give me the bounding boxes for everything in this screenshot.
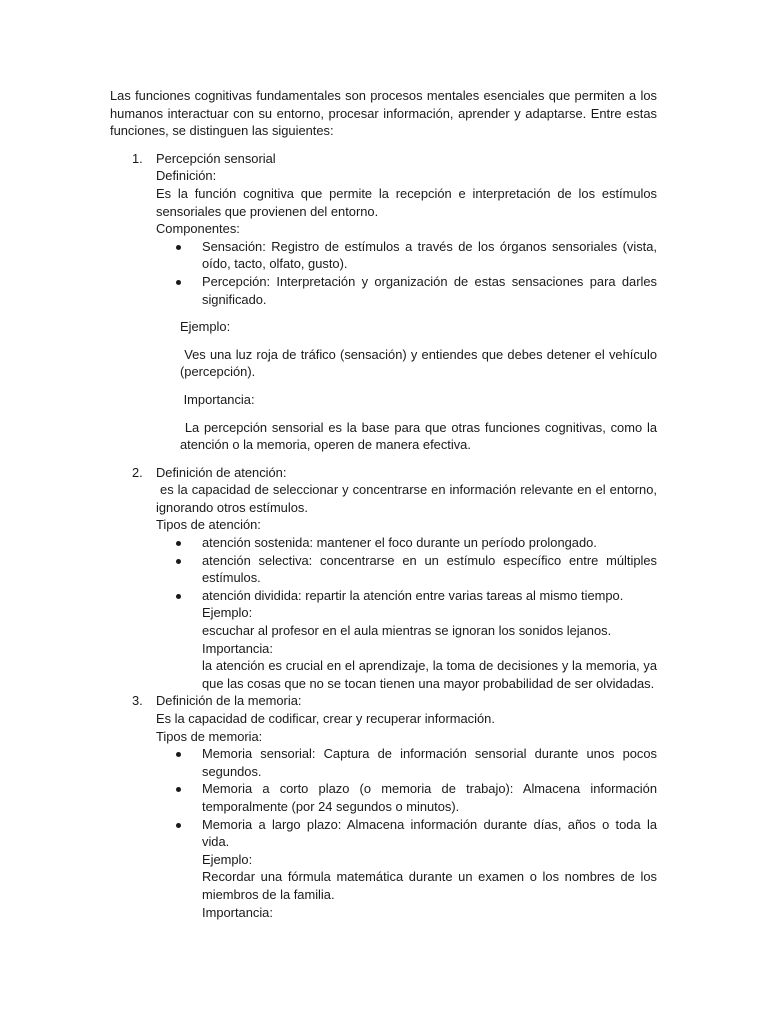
bullet-icon [176, 541, 181, 546]
bullet-icon [176, 245, 181, 250]
example-label: Ejemplo: [180, 319, 231, 335]
example-text: Recordar una fórmula matemática durante un examen o los nombres de los miembros de la familia. [202, 869, 657, 902]
importance-text: La percepción sensorial es la base para que otras funciones cognitivas, como la atención o la memoria, operen de manera efectiva. [180, 419, 661, 453]
bullet-icon [176, 594, 181, 599]
section-memoria [110, 692, 657, 921]
section-number: 1. [132, 150, 143, 166]
types-list [156, 745, 657, 921]
example-text: escuchar al profesor en el aula mientras se ignoran los sonidos lejanos. [202, 623, 612, 639]
definition-text: Es la capacidad de codificar, crear y recuperar información. [156, 711, 495, 726]
importance-label: Importancia: [202, 640, 273, 656]
bullet-icon [176, 280, 181, 285]
document-body [110, 87, 661, 921]
example-text: Ves una luz roja de tráfico (sensación) y entiendes que debes detener el vehículo (percepción). [180, 346, 661, 380]
bullet-icon [176, 823, 181, 828]
types-label: Tipos de memoria: [156, 728, 263, 744]
section-title: Definición de atención: [156, 464, 287, 480]
bullet-icon [176, 752, 181, 757]
importance-label: Importancia: [202, 904, 273, 920]
list-item: atención dividida: repartir la atención entre varias tareas al mismo tiempo. Ejemplo: escuchar al profesor en el aula mientras se ignoran los sonidos lejanos. Importancia: la atención es crucial en el aprendizaje, la toma de decisiones y la memoria, ya que las cosas que no se tocan tienen una mayor probabilidad de ser olvidadas. [156, 587, 657, 693]
list-item: Sensación: Registro de estímulos a través de los órganos sensoriales (vista, oído, tacto, olfato, gusto). [156, 238, 657, 273]
bullet-icon [176, 559, 181, 564]
example-label: Ejemplo: [202, 605, 253, 621]
intro-paragraph: Las funciones cognitivas fundamentales son procesos mentales esenciales que permiten a los humanos interactuar con su entorno, procesar información, aprender y adaptarse. Entre estas funciones, se distinguen las siguientes: [110, 88, 657, 139]
section-percepcion [110, 150, 661, 454]
types-list [156, 534, 657, 692]
types-label: Tipos de atención: [156, 517, 261, 533]
importance-text: la atención es crucial en el aprendizaje, la toma de decisiones y la memoria, ya que las cosas que no se tocan tienen una mayor probabilidad de ser olvidadas. [202, 658, 657, 691]
definition-text: Es la función cognitiva que permite la recepción e interpretación de los estímulos sensoriales que provienen del entorno. [156, 185, 657, 219]
list-item: atención selectiva: concentrarse en un estímulo específico entre múltiples estímulos. [156, 552, 657, 587]
list-item: Memoria a largo plazo: Almacena información durante días, años o toda la vida. Ejemplo: Recordar una fórmula matemática durante un examen o los nombres de los miembros de la familia. Importancia: [156, 816, 657, 922]
section-title: Percepción sensorial [156, 150, 276, 166]
list-item: Memoria sensorial: Captura de información sensorial durante unos pocos segundos. [156, 745, 657, 780]
definition-label: Definición: [156, 168, 217, 184]
example-label: Ejemplo: [202, 851, 253, 867]
section-title: Definición de la memoria: [156, 693, 302, 709]
section-number: 3. [132, 693, 143, 709]
components-list [156, 238, 657, 308]
section-atencion [110, 464, 661, 693]
definition-text: es la capacidad de seleccionar y concentrarse en información relevante en el entorno, ignorando otros estímulos. [156, 482, 661, 515]
components-label: Componentes: [156, 221, 240, 237]
list-item: Memoria a corto plazo (o memoria de trabajo): Almacena información temporalmente (por 24 segundos o minutos). [156, 780, 657, 815]
list-item: Percepción: Interpretación y organización de estas sensaciones para darles significado. [156, 273, 657, 308]
bullet-icon [176, 787, 181, 792]
section-number: 2. [132, 464, 143, 480]
importance-label: Importancia: [180, 391, 255, 407]
list-item: atención sostenida: mantener el foco durante un período prolongado. [156, 534, 657, 552]
